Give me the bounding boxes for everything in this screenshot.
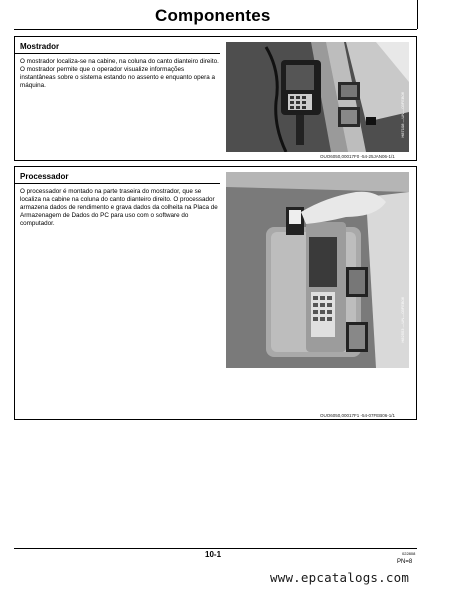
section-heading: Mostrador <box>20 42 60 51</box>
page-number: 10-1 <box>205 550 222 559</box>
section-body: O mostrador localiza-se na cabine, na coluna do canto dianteiro direito. O mostrador permite que o operador visualize informações instantâneas sobre o sistema estando no assento e enquanto opera a máquina. <box>20 58 219 89</box>
page-title: Componentes <box>155 6 271 25</box>
section-display <box>14 36 417 161</box>
photo-code: H87108 —UN—03FEB06 <box>400 92 405 138</box>
section-heading: Processador <box>20 172 69 181</box>
pn-label: PN=8 <box>397 559 413 565</box>
reference-caption: OUO6050,00017F1 -54-07FEB06-1/1 <box>320 413 396 418</box>
heading-rule <box>15 183 220 184</box>
heading-rule <box>15 53 220 54</box>
processor-photo <box>226 172 409 368</box>
footer-rule <box>14 548 417 549</box>
reference-caption: OUO6050,00017F0 -54-25JAN06-1/1 <box>320 154 395 159</box>
processor-photo-illustration <box>226 172 409 368</box>
display-photo <box>226 42 409 152</box>
watermark-link[interactable]: www.epcatalogs.com <box>270 570 410 585</box>
footer-code: 022808 <box>402 551 416 556</box>
display-photo-illustration <box>226 42 409 152</box>
photo-code: H82553 —UN—03FEB06 <box>400 297 405 343</box>
section-processor <box>14 166 417 420</box>
title-rule <box>14 29 417 30</box>
header-divider <box>417 0 418 29</box>
section-body: O processador é montado na parte traseira do mostrador, que se localiza na cabine na coluna do canto dianteiro direito. O processador armazena dados de rendimento e grava dados da colheita na Placa de Armazenagem de Dados do PC para uso com o software do computador. <box>20 188 218 227</box>
